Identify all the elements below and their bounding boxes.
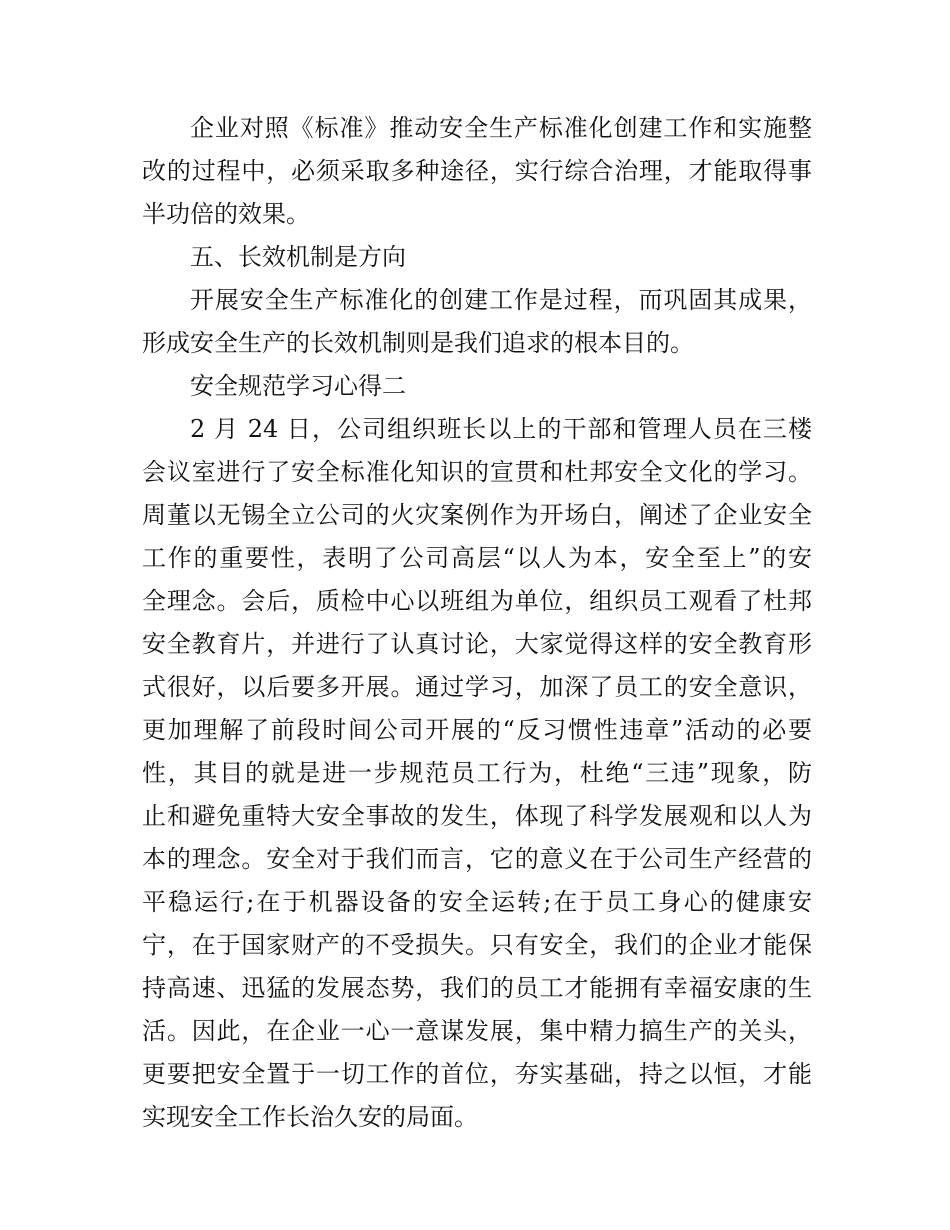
paragraph-line: 2 月 24 日，公司组织班长以上的干部和管理人员在三楼	[190, 415, 812, 443]
document-page	[142, 107, 812, 1139]
paragraph-line: 形成安全生产的长效机制则是我们追求的根本目的。	[142, 329, 694, 357]
paragraph-line: 持高速、迅猛的发展态势，我们的员工才能拥有幸福安康的生	[142, 974, 812, 1002]
paragraph-line: 周董以无锡全立公司的火灾案例作为开场白，阐述了企业安全	[142, 501, 812, 529]
paragraph-line: 式很好，以后要多开展。通过学习，加深了员工的安全意识，	[142, 673, 812, 701]
paragraph-line: 会议室进行了安全标准化知识的宣贯和杜邦安全文化的学习。	[142, 458, 812, 486]
paragraph-line: 平稳运行;在于机器设备的安全运转;在于员工身心的健康安	[142, 888, 812, 916]
paragraph-line: 企业对照《标准》推动安全生产标准化创建工作和实施整	[190, 114, 812, 142]
section-heading: 五、长效机制是方向	[190, 243, 406, 271]
paragraph-line: 活。因此，在企业一心一意谋发展，集中精力搞生产的关头，	[142, 1017, 812, 1045]
paragraph-line: 宁，在于国家财产的不受损失。只有安全，我们的企业才能保	[142, 931, 812, 959]
paragraph-line: 安全教育片，并进行了认真讨论，大家觉得这样的安全教育形	[142, 630, 812, 658]
paragraph-line: 半功倍的效果。	[142, 200, 310, 228]
article-title: 安全规范学习心得二	[190, 372, 406, 400]
paragraph-line: 性，其目的就是进一步规范员工行为，杜绝“三违”现象，防	[142, 759, 812, 787]
paragraph-line: 实现安全工作长治久安的局面。	[142, 1103, 478, 1131]
paragraph-line: 工作的重要性，表明了公司高层“以人为本，安全至上”的安	[142, 544, 812, 572]
paragraph-line: 开展安全生产标准化的创建工作是过程，而巩固其成果，	[190, 286, 812, 314]
paragraph-line: 全理念。会后，质检中心以班组为单位，组织员工观看了杜邦	[142, 587, 812, 615]
paragraph-line: 本的理念。安全对于我们而言，它的意义在于公司生产经营的	[142, 845, 812, 873]
paragraph-line: 更加理解了前段时间公司开展的“反习惯性违章”活动的必要	[142, 716, 812, 744]
paragraph-line: 更要把安全置于一切工作的首位，夯实基础，持之以恒，才能	[142, 1060, 812, 1088]
paragraph-line: 止和避免重特大安全事故的发生，体现了科学发展观和以人为	[142, 802, 812, 830]
paragraph-line: 改的过程中，必须采取多种途径，实行综合治理，才能取得事	[142, 157, 812, 185]
